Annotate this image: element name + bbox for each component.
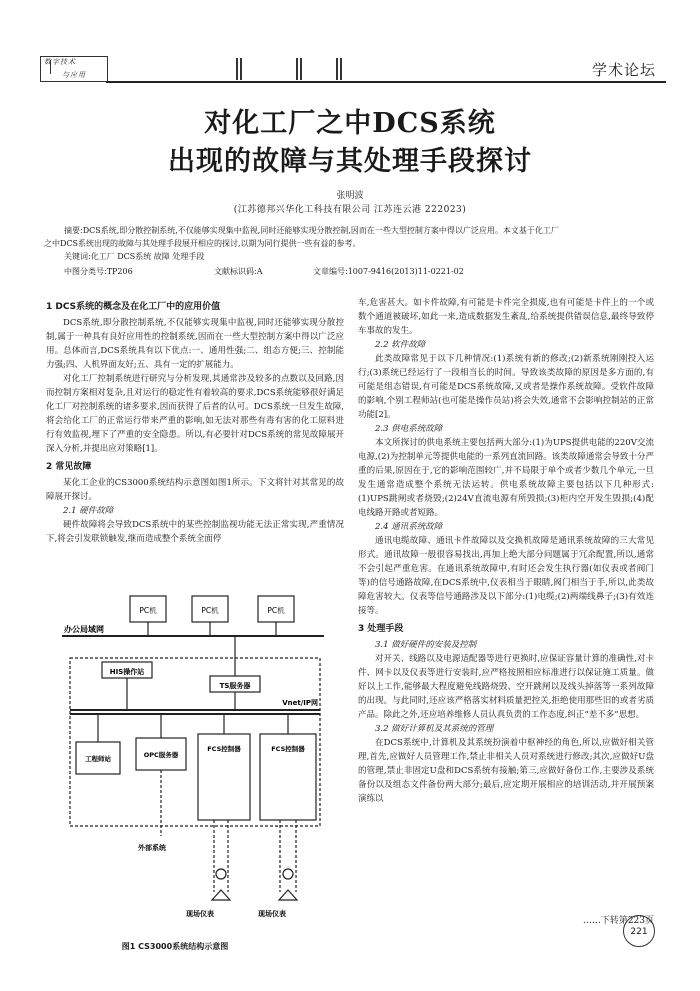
abstract-text-2: 之中DCS系统出现的故障与其处理手段展开相应的探讨,以期为同行提供一些有益的参考。 [44,239,361,248]
external-system-label: 外部系统 [138,844,166,852]
abstract-line-1 [64,224,654,237]
section-3-1-heading: 3.1 做好硬件的安装及控制 [375,640,477,650]
section-name: 学术论坛 [591,61,656,79]
section-2-para-1: 某化工企业的CS3000系统结构示意图如图1所示。下文将针对其常见的故障展开探讨。 [46,478,344,502]
page-number-seal [623,915,655,947]
section-1-para-2: 对化工厂控制系统进行研究与分析发现,其通常涉及较多的点数以及回路,因而控制方案相对复杂,且对运行的稳定性有着较高的要求,DCS系统能够很好满足化工厂对控制系统的诸多要求,因而获得了后者的认可。DCS系统一旦发生故障,将会给化工厂的正常运行带来严重的影响,如无法对那些有毒有害的化工原料进行有效监视,埋下了严重的安全隐患。所以,有必要针对DCS系统的常见故障展开深入分析,并提出应对策略[1]。 [46,374,344,454]
keywords: 化工厂 DCS系统 故障 处理手段 [90,252,205,261]
column-label-top: 数字技术 [44,58,76,66]
section-2-heading: 2 常见故障 [46,462,92,472]
section-2-3-heading: 2.3 供电系统故障 [375,424,443,434]
section-3-1-para-1: 对开关、线路以及电源适配器等进行更换时,应保证容量计算的准确性,对卡件、网卡以及仪表等进行安装时,应严格按照相应标准进行以保证施工质量。做好以上工作,能够最大程度避免线路烧毁、空开跳闸以及线头掉落等一系列故障的出现。与此同时,还应该严格落实材料质量把控关,拒绝使用那些旧的或者劣质产品。除此之外,还应培养维修人员认真负责的工作态度,纠正“差不多”思想。 [358,654,654,720]
page-number: 221 [630,927,648,937]
section-2-2-heading: 2.2 软件故障 [375,340,426,350]
section-2-3-para-1: 本文所探讨的供电系统主要包括两大部分:(1)为UPS提供电能的220V交流电源,(2)为控制单元等提供电能的一系列直流回路。该类故障通常会导致十分严重的后果,原因在于,它的影响范围较广,并不局限于单个或者少数几个单元,一旦发生通常造成整个系统无法运转。供电系统故障主要包括以下几种形式:(1)UPS跳闸或者烧毁;(2)24V直流电源有所毁损;(3)柜内空开发生毁损;(4)配电线路开路或者短路。 [358,438,654,518]
section-3-2-para-1: 在DCS系统中,计算机及其系统扮演着中枢神经的角色,所以,应做好相关管理,首先,应做好人员管理工作,禁止非相关人员对系统进行修改;其次,应做好U盘的管理,禁止非固定U盘和DCS系统有接触;第三,应做好备份工作,主要涉及系统备份以及组态文件备份两大部分;最后,应定期开展相应的培训活动,并开展预案演练以 [358,738,654,804]
clc-label: 中图分类号: [64,267,107,276]
pc-2-label: PC机 [201,606,219,615]
ts-label: TS服务器 [219,682,251,690]
section-3-heading: 3 处理手段 [358,624,404,634]
his-label: HIS操作站 [109,668,145,676]
right-column [358,296,654,806]
field-instrument-2-label: 现场仪表 [258,910,286,918]
fcs-1-label: FCS控制器 [207,745,241,753]
section-1-para-1: DCS系统,即分散控制系统,不仅能够实现集中监视,同时还能够实现分散控制,属于一种具有良好应用性的控制系统,因而在一些大型控制方案中得以广泛应用。总体而言,DCS系统具有以下优点:一、通用性强;二、组态方便;三、控制能力强;四、人机界面友好;五、具有一定的扩展能力。 [46,318,344,370]
eng-label: 工程师站 [85,755,111,763]
doc-code [214,265,262,278]
section-2-4-para-1: 通讯电缆故障、通讯卡件故障以及交换机故障是通讯系统故障的三大常见形式。通讯故障一般很容易找出,再加上绝大部分问题属于冗余配置,所以,通常不会引起严重危害。在通讯系统故障中,有时还会发生执行器(如仪表或者阀门等)的信号通路故障,在DCS系统中,仪表相当于眼睛,阀门相当于手,所以,此类故障危害较大。仪表等信号通路涉及以下部分:(1)电缆;(2)两端线鼻子;(3)有效连接等。 [358,536,654,616]
figure-caption: 图1 CS3000系统结构示意图 [121,942,229,951]
affiliation: (江苏德邦兴华化工科技有限公司 江苏连云港 222023) [233,205,467,215]
keywords-line [64,250,654,263]
abstract [44,224,654,263]
vnet-label: Vnet/IP网 [282,699,318,707]
left-column [46,296,344,546]
opc-label: OPC服务器 [143,751,179,759]
right-continued-para: 车,危害甚大。如卡件故障,有可能是卡件完全损废,也有可能是卡件上的一个或数个通道被破坏,如此一来,造成数据发生紊乱,给系统提供错误信息,最终导致停车事故的发生。 [358,298,654,336]
pc-1-label: PC机 [139,606,157,615]
title-line-2: 出现的故障与其处理手段探讨 [168,146,532,177]
section-2-4-heading: 2.4 通讯系统故障 [375,522,443,532]
cs3000-architecture-diagram [62,594,324,926]
field-instrument-1-label: 现场仪表 [186,910,214,918]
article-number [313,265,464,278]
abstract-label: 摘要: [64,226,83,235]
keywords-label: 关键词: [64,252,91,261]
article-no-value: 1007-9416(2013)11-0221-02 [347,267,464,276]
pc-3-label: PC机 [267,606,285,615]
section-2-2-para-1: 此类故障常见于以下几种情况:(1)系统有新的修改;(2)新系统刚刚投入运行;(3)系统已经运行了一段相当长的时间。导致该类故障的原因是多方面的,有可能是组态错误,有可能是DCS系统故障,又或者是操作系统故障。受软件故障的影响,个别工程师站(也可能是操作员站)将会失效,通常不会影响控制站的正常功能[2]。 [358,354,654,420]
title-line-1: 对化工厂之中DCS系统 [204,108,496,139]
clc [64,265,133,278]
office-lan-label: 办公局域网 [64,625,104,634]
column-label-bottom: 与应用 [62,71,86,79]
abstract-text-1: DCS系统,即分散控制系统,不仅能够实现集中监视,同时还能够实现分散控制,因而在一些大型控制方案中得以广泛应用。本文基于化工厂 [82,226,559,235]
section-3-2-heading: 3.2 做好计算机及其系统的管理 [375,724,494,734]
author: 张明波 [336,191,364,201]
fcs-2-label: FCS控制器 [271,745,305,753]
article-no-label: 文章编号: [313,267,348,276]
doc-label: 文献标识码: [214,267,257,276]
section-2-1-para-1: 硬件故障将会导致DCS系统中的某些控制监视功能无法正常实现,严重情况下,将会引发联锁触发,继而造成整个系统全面停 [46,520,344,544]
clc-value: TP206 [106,267,133,276]
doc-value: A [256,267,263,276]
section-1-heading: 1 DCS系统的概念及在化工厂中的应用价值 [46,302,221,312]
header-rule [106,81,666,83]
section-2-1-heading: 2.1 硬件故障 [63,506,114,516]
continued-note: ……下转第223页 [582,916,654,926]
